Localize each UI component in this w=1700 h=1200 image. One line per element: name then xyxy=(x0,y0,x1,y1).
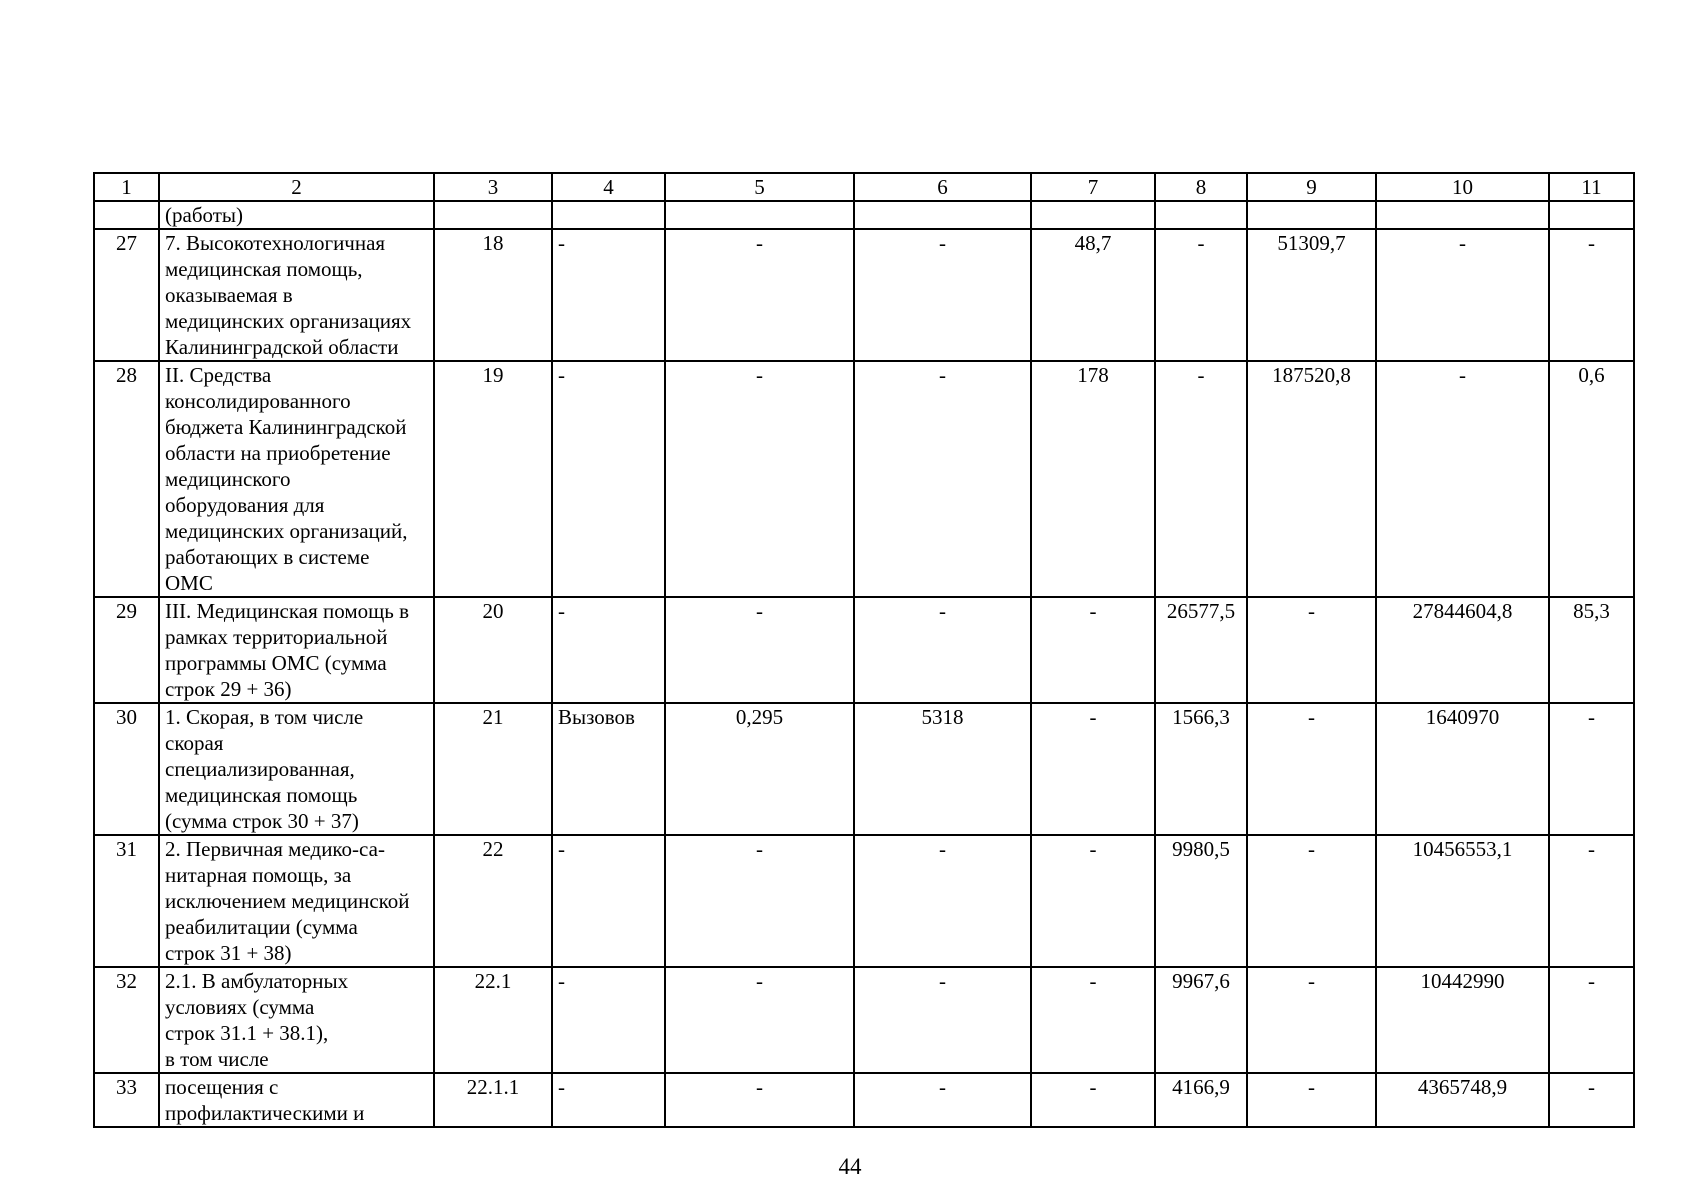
table-cell: - xyxy=(552,597,665,703)
table-cell: - xyxy=(1549,703,1634,835)
column-number-cell: 9 xyxy=(1247,173,1376,201)
row-name-cell: III. Медицинская помощь в рамках территориальной программы ОМС (сумма строк 29 + 36) xyxy=(159,597,434,703)
table-body xyxy=(94,173,1634,1127)
table-cell: - xyxy=(1031,597,1155,703)
table-cell: 51309,7 xyxy=(1247,229,1376,361)
table-cell: 178 xyxy=(1031,361,1155,597)
table-cell: - xyxy=(1247,835,1376,967)
table-cell: Вызовов xyxy=(552,703,665,835)
row-number-cell: 29 xyxy=(94,597,159,703)
table-row xyxy=(94,1073,1634,1127)
table-cell xyxy=(1031,201,1155,229)
table-cell: 0,295 xyxy=(665,703,854,835)
table-cell: - xyxy=(854,361,1031,597)
table-cell xyxy=(1247,201,1376,229)
table-cell: - xyxy=(665,835,854,967)
table-row xyxy=(94,835,1634,967)
row-name-cell: 7. Высокотехнологичная медицинская помощь, оказываемая в медицинских организациях Калининградской области xyxy=(159,229,434,361)
table-cell: 9967,6 xyxy=(1155,967,1247,1073)
table-cell: - xyxy=(1549,835,1634,967)
table-cell: - xyxy=(1376,229,1549,361)
column-number-cell: 6 xyxy=(854,173,1031,201)
table-cell: 27844604,8 xyxy=(1376,597,1549,703)
table-cell xyxy=(434,201,552,229)
table-cell: - xyxy=(1155,229,1247,361)
row-name-cell: посещения с профилактическими и xyxy=(159,1073,434,1127)
table-row xyxy=(94,967,1634,1073)
table-cell: 1640970 xyxy=(1376,703,1549,835)
table-cell xyxy=(552,201,665,229)
table-cell: 0,6 xyxy=(1549,361,1634,597)
table-row xyxy=(94,597,1634,703)
table-cell: 10442990 xyxy=(1376,967,1549,1073)
column-number-cell: 11 xyxy=(1549,173,1634,201)
table-cell: - xyxy=(1376,361,1549,597)
row-name-cell: 2. Первичная медико-са- нитарная помощь, за исключением медицинской реабилитации (сумма строк 31 + 38) xyxy=(159,835,434,967)
table-cell: - xyxy=(1031,703,1155,835)
table-cell: - xyxy=(854,229,1031,361)
table-cell: 48,7 xyxy=(1031,229,1155,361)
row-name-cell: 2.1. В амбулаторных условиях (сумма строк 31.1 + 38.1), в том числе xyxy=(159,967,434,1073)
table-cell xyxy=(1155,201,1247,229)
row-number-cell: 31 xyxy=(94,835,159,967)
column-number-cell: 5 xyxy=(665,173,854,201)
table-cell: - xyxy=(1549,229,1634,361)
row-number-cell: 27 xyxy=(94,229,159,361)
row-number-cell: 33 xyxy=(94,1073,159,1127)
table-cell: - xyxy=(665,597,854,703)
table-cell: 26577,5 xyxy=(1155,597,1247,703)
table-row xyxy=(94,229,1634,361)
table-row xyxy=(94,361,1634,597)
table-cell: 22.1.1 xyxy=(434,1073,552,1127)
table-cell: 4166,9 xyxy=(1155,1073,1247,1127)
table-cell: 1566,3 xyxy=(1155,703,1247,835)
table-cell: 5318 xyxy=(854,703,1031,835)
data-table xyxy=(93,172,1635,1128)
column-number-cell: 7 xyxy=(1031,173,1155,201)
table-cell: 10456553,1 xyxy=(1376,835,1549,967)
table-cell xyxy=(94,201,159,229)
column-number-cell: 3 xyxy=(434,173,552,201)
table-cell: - xyxy=(552,1073,665,1127)
table-cell: - xyxy=(1031,1073,1155,1127)
column-number-cell: 1 xyxy=(94,173,159,201)
table-cell: 85,3 xyxy=(1549,597,1634,703)
column-number-row xyxy=(94,173,1634,201)
table-cell: 9980,5 xyxy=(1155,835,1247,967)
table-cell: 18 xyxy=(434,229,552,361)
continuation-row xyxy=(94,201,1634,229)
table-cell: - xyxy=(1549,967,1634,1073)
table-cell xyxy=(665,201,854,229)
table-cell: - xyxy=(665,1073,854,1127)
table-cell xyxy=(1376,201,1549,229)
table-cell: - xyxy=(854,1073,1031,1127)
table-cell: - xyxy=(1155,361,1247,597)
table-cell: 22.1 xyxy=(434,967,552,1073)
row-number-cell: 28 xyxy=(94,361,159,597)
row-name-cell: 1. Скорая, в том числе скорая специализированная, медицинская помощь (сумма строк 30 + 37) xyxy=(159,703,434,835)
table-cell: (работы) xyxy=(159,201,434,229)
table-cell: 22 xyxy=(434,835,552,967)
table-cell: 21 xyxy=(434,703,552,835)
table-cell: - xyxy=(665,361,854,597)
table-cell: - xyxy=(1247,967,1376,1073)
table-cell: - xyxy=(854,835,1031,967)
column-number-cell: 2 xyxy=(159,173,434,201)
table-cell: 19 xyxy=(434,361,552,597)
table-cell: - xyxy=(1549,1073,1634,1127)
table-cell: - xyxy=(854,967,1031,1073)
table-cell: - xyxy=(1247,1073,1376,1127)
table-cell xyxy=(854,201,1031,229)
row-number-cell: 30 xyxy=(94,703,159,835)
table-cell: - xyxy=(552,967,665,1073)
column-number-cell: 8 xyxy=(1155,173,1247,201)
table-cell: - xyxy=(1031,967,1155,1073)
table-cell xyxy=(1549,201,1634,229)
table-cell: - xyxy=(552,361,665,597)
row-name-cell: II. Средства консолидированного бюджета Калининградской области на приобретение медицинского оборудования для медицинских организаций, работающих в системе ОМС xyxy=(159,361,434,597)
table-cell: 20 xyxy=(434,597,552,703)
page-number: 44 xyxy=(838,1154,862,1179)
table-cell: - xyxy=(552,229,665,361)
column-number-cell: 4 xyxy=(552,173,665,201)
table-cell: - xyxy=(665,967,854,1073)
table-cell: - xyxy=(1031,835,1155,967)
table-row xyxy=(94,703,1634,835)
table-cell: 4365748,9 xyxy=(1376,1073,1549,1127)
table-cell: - xyxy=(552,835,665,967)
table-cell: - xyxy=(1247,597,1376,703)
column-number-cell: 10 xyxy=(1376,173,1549,201)
table-cell: - xyxy=(854,597,1031,703)
table-cell: - xyxy=(665,229,854,361)
table-cell: 187520,8 xyxy=(1247,361,1376,597)
table-cell: - xyxy=(1247,703,1376,835)
row-number-cell: 32 xyxy=(94,967,159,1073)
